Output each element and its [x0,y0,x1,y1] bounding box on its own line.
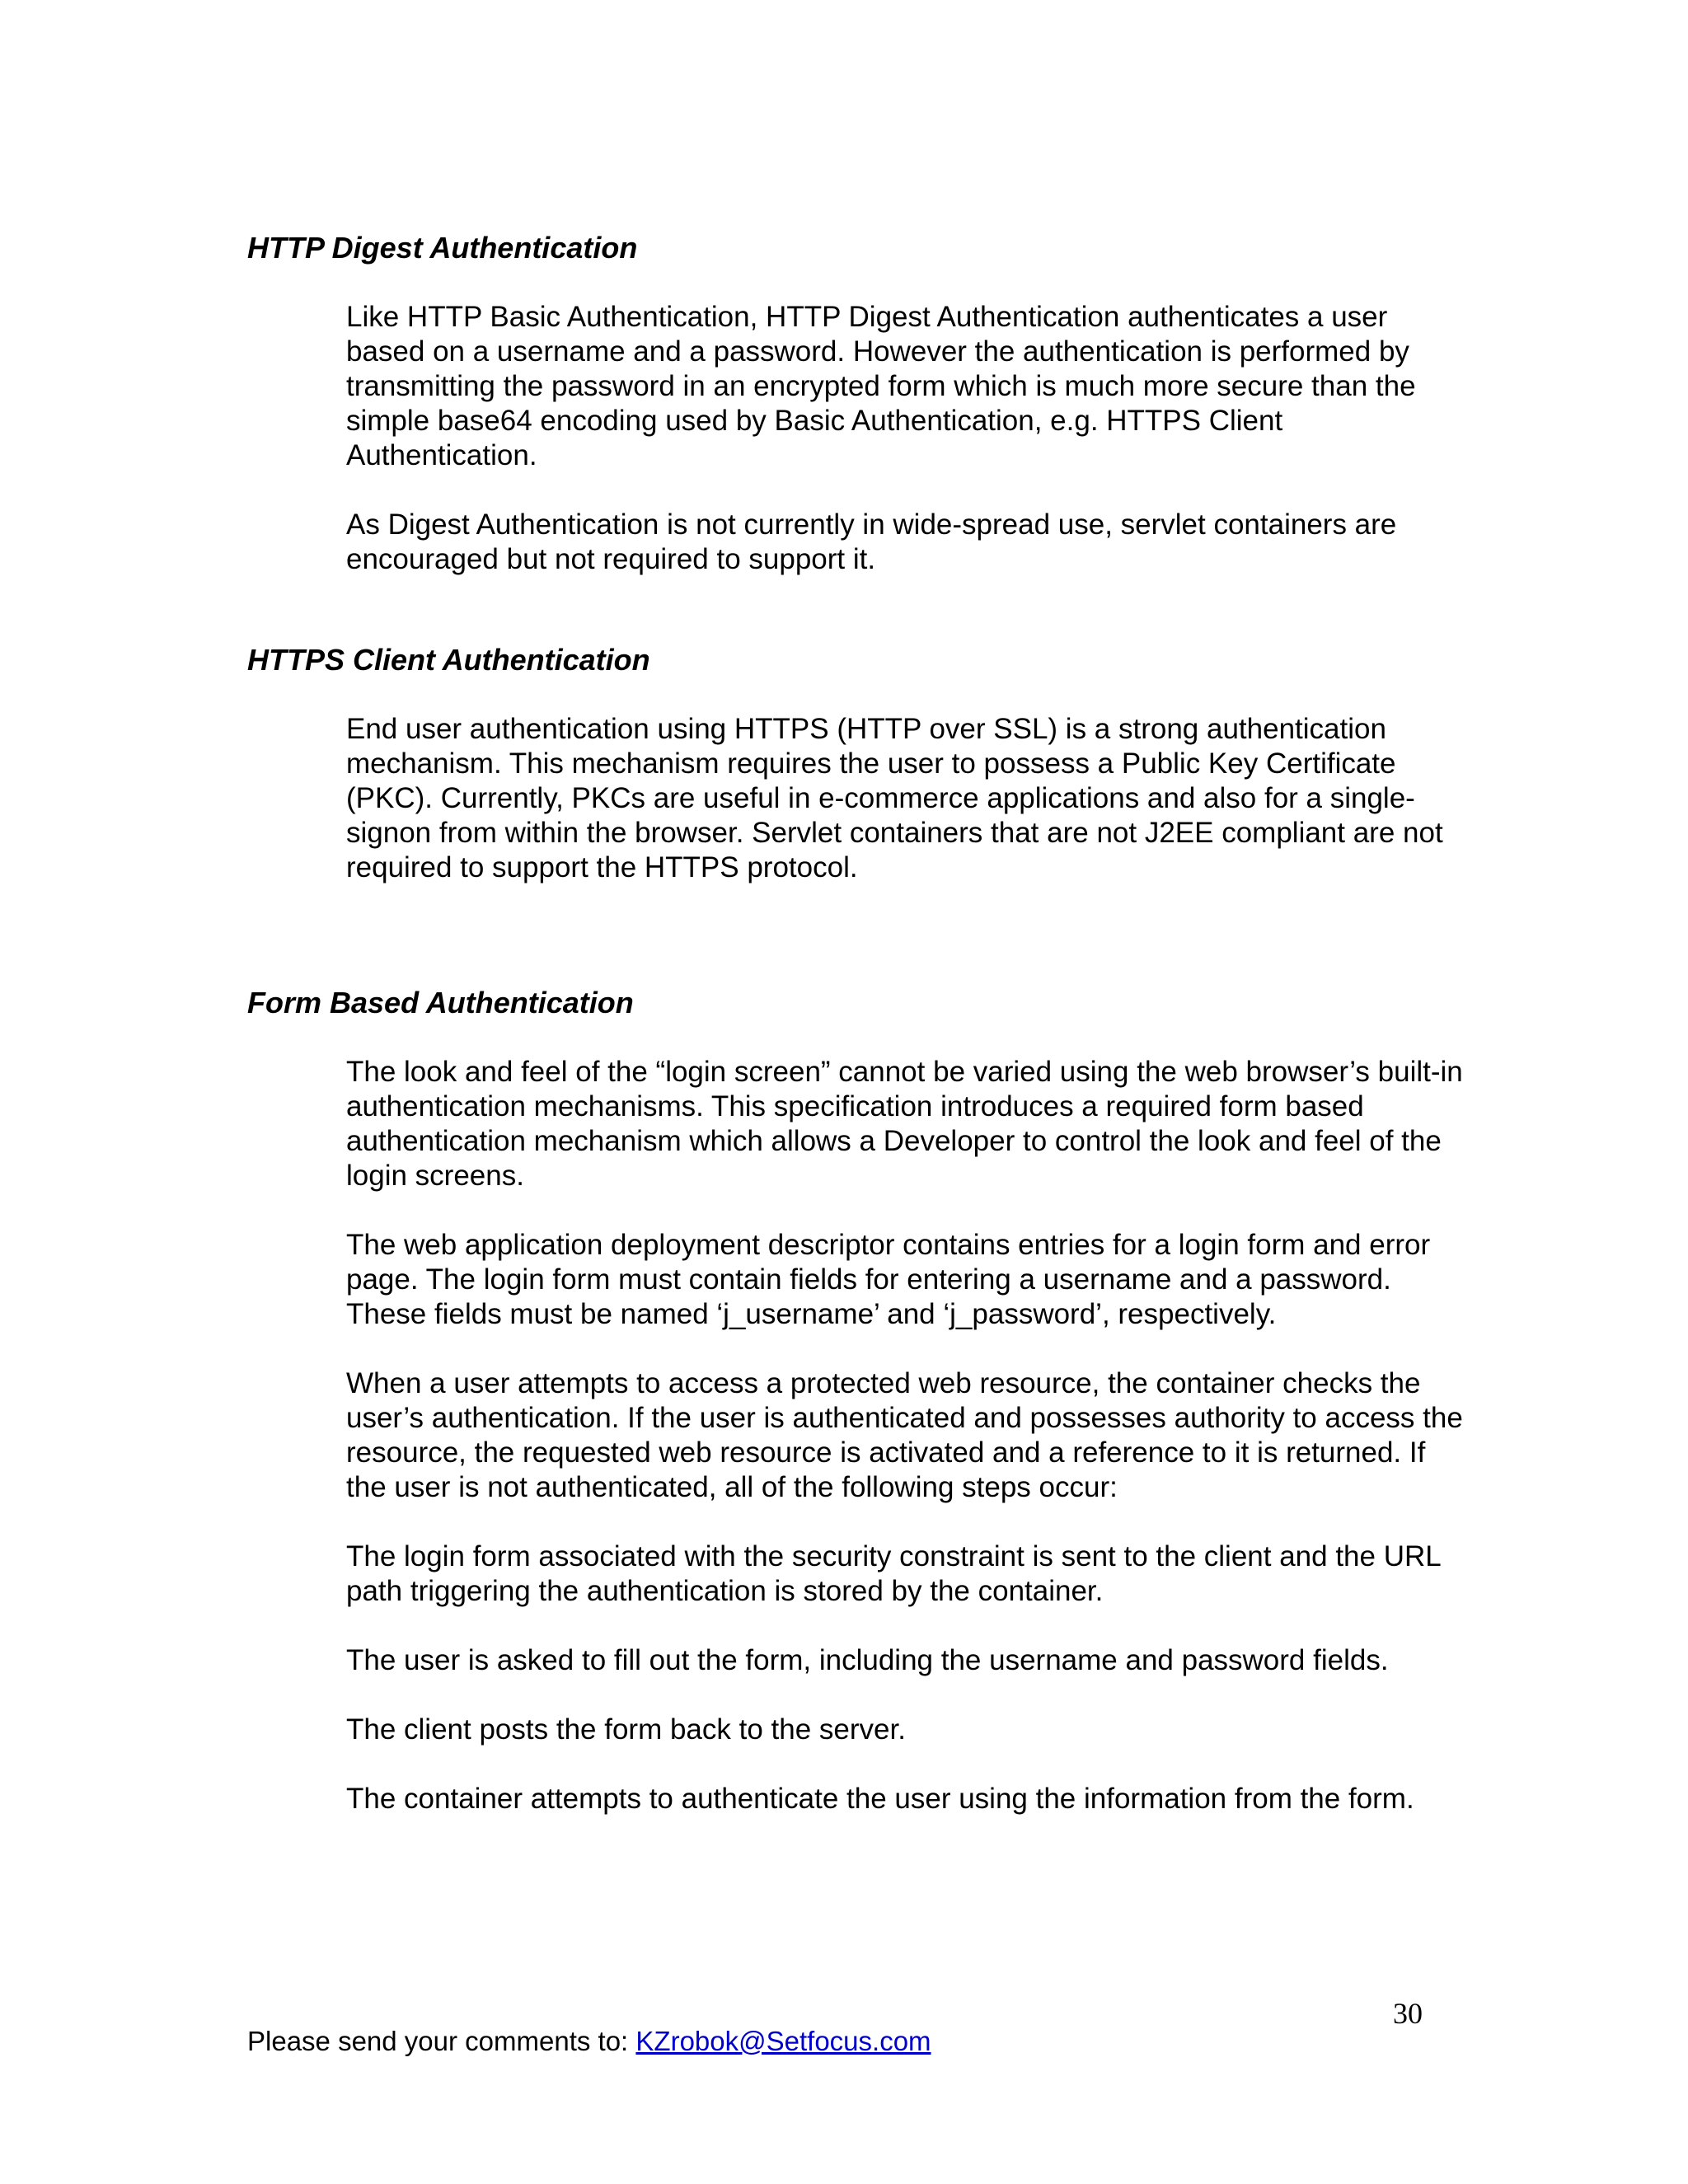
section-heading: HTTPS Client Authentication [247,643,650,677]
section-form-based [247,986,1463,1851]
paragraph: Like HTTP Basic Authentication, HTTP Digest Authentication authenticates a user based on a username and a password. However the authentication is performed by transmitting the password in an encrypted form which is much more secure than the simple base64 encoding used by Basic Authentication, e.g. HTTPS Client Authentication. [346,301,1416,471]
footer-text: Please send your comments to: [247,2026,636,2056]
page-number: 30 [1393,1997,1423,2030]
paragraph: The client posts the form back to the server. [346,1713,906,1746]
section-http-digest [247,231,1451,612]
section-heading: Form Based Authentication [247,986,634,1019]
section-https-client [247,643,1451,920]
paragraph: The look and feel of the “login screen” cannot be varied using the web browser’s built-in authentication mechanisms. This specification introduces a required form based authentication mechanism which allows a Developer to control the look and feel of the login screens. [346,1056,1463,1192]
paragraph: The container attempts to authenticate the user using the information from the form. [346,1783,1414,1815]
paragraph: When a user attempts to access a protected web resource, the container checks the user’s authentication. If the user is authenticated and possesses authority to access the resource, the requested web resource is activated and a reference to it is returned. If the user is not authenticated, all of the following steps occur: [346,1367,1463,1503]
paragraph: End user authentication using HTTPS (HTTP over SSL) is a strong authentication mechanism. This mechanism requires the user to possess a Public Key Certificate (PKC). Currently, PKCs are useful in e-commerce applications and also for a single-signon from within the browser. Servlet containers that are not J2EE compliant are not required to support the HTTPS protocol. [346,713,1443,883]
paragraph: As Digest Authentication is not currently in wide-spread use, servlet containers are encouraged but not required to support it. [346,509,1397,575]
footer [247,2024,931,2059]
section-heading: HTTP Digest Authentication [247,231,638,265]
paragraph: The login form associated with the security constraint is sent to the client and the URL path triggering the authentication is stored by the container. [346,1540,1441,1607]
paragraph: The web application deployment descriptor contains entries for a login form and error page. The login form must contain fields for entering a username and a password. These fields must be named ‘j_username’ and ‘j_password’, respectively. [346,1229,1431,1330]
paragraph: The user is asked to fill out the form, including the username and password fields. [346,1644,1389,1676]
footer-email-link[interactable]: KZrobok@Setfocus.com [635,2026,931,2056]
